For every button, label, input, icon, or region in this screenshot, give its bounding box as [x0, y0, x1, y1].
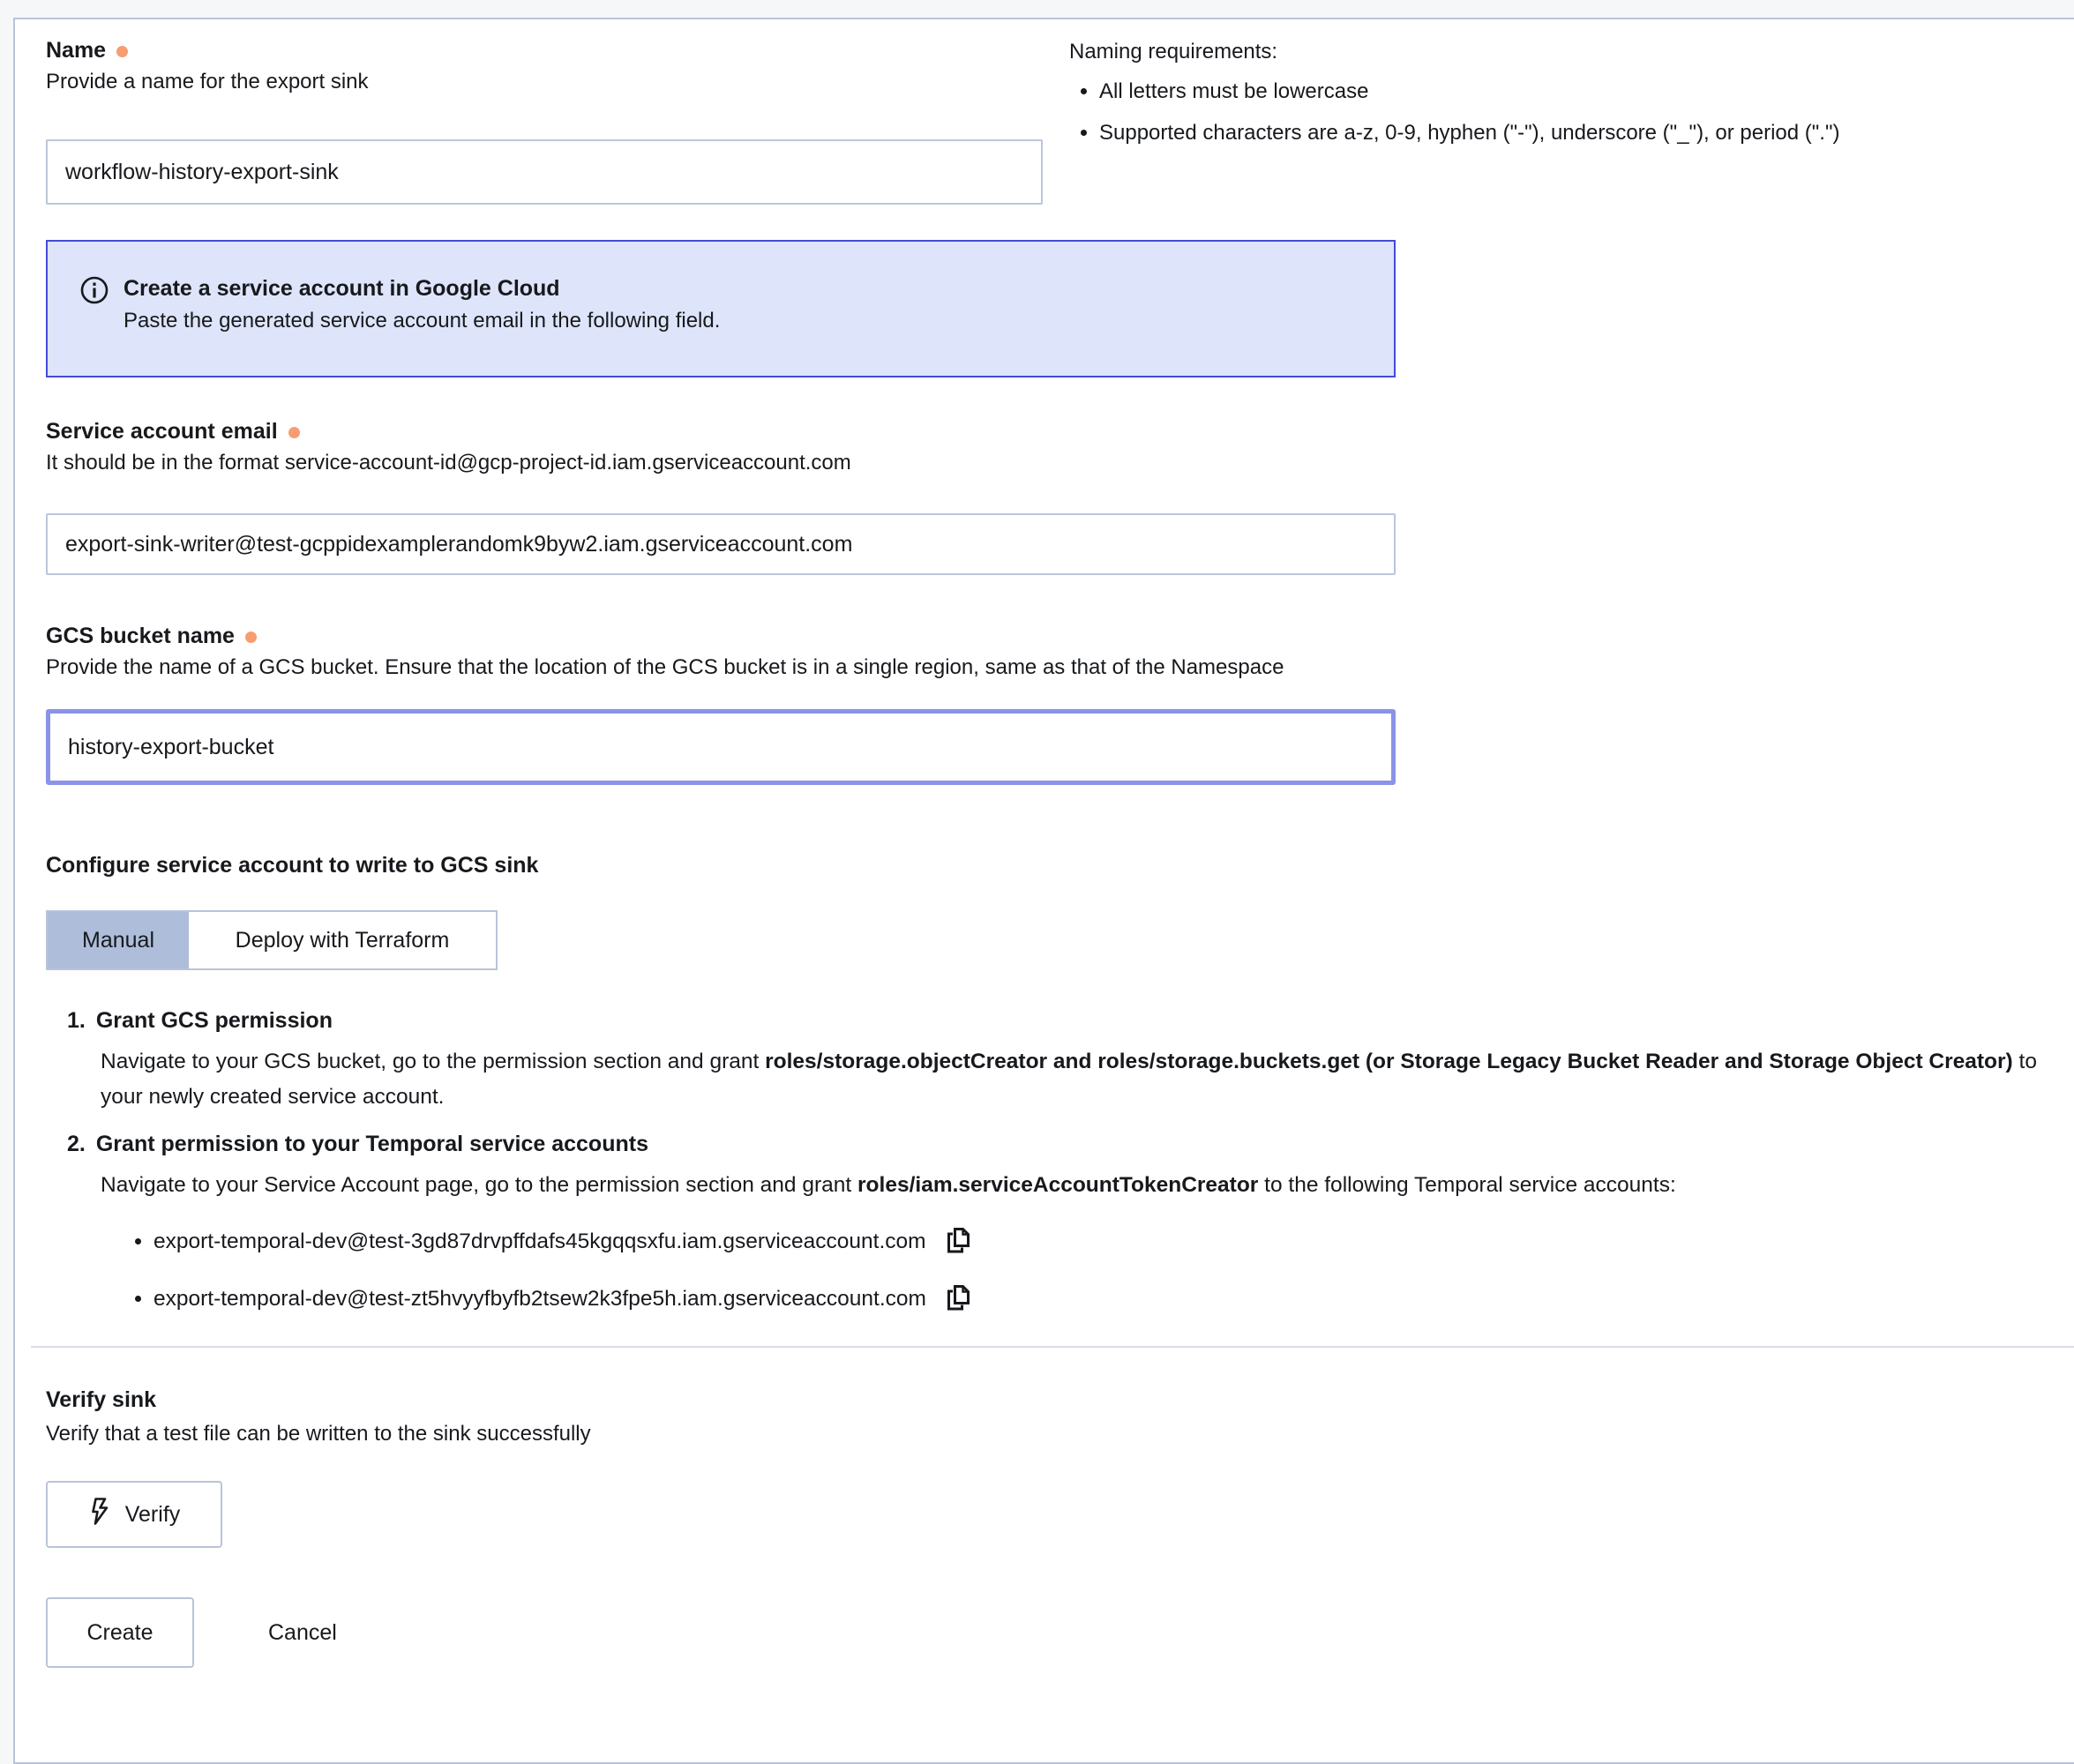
name-row [46, 37, 2074, 205]
create-button[interactable]: Create [46, 1597, 194, 1668]
configure-tabs [46, 910, 498, 970]
required-dot-icon [245, 632, 257, 643]
service-account-email-input[interactable] [46, 513, 1396, 575]
naming-requirement-item: • All letters must be lowercase [1099, 78, 2074, 105]
name-description: Provide a name for the export sink [46, 70, 369, 93]
copy-button[interactable] [946, 1283, 971, 1314]
service-account-label-row [46, 418, 2074, 445]
tab-deploy-terraform[interactable]: Deploy with Terraform [189, 912, 496, 968]
temporal-account-email: • export-temporal-dev@test-3gd87drvpffdafs45kgqqsxfu.iam.gserviceaccount.com [153, 1229, 926, 1253]
copy-button[interactable] [946, 1226, 971, 1257]
cancel-button[interactable]: Cancel [251, 1597, 355, 1668]
lightning-icon [88, 1497, 111, 1533]
tab-manual[interactable]: Manual [48, 912, 189, 968]
verify-description: Verify that a test file can be written to the sink successfully [46, 1422, 591, 1446]
temporal-account-item [153, 1283, 2074, 1314]
service-account-label: Service account email [46, 419, 278, 444]
naming-requirements [1069, 37, 2074, 161]
info-banner-title: Create a service account in Google Cloud [124, 276, 560, 301]
info-icon [79, 275, 109, 311]
required-dot-icon [116, 46, 128, 57]
info-banner-body: Paste the generated service account email in the following field. [124, 309, 721, 333]
temporal-accounts-list [46, 1226, 2074, 1314]
step-2-title-row [46, 1131, 2074, 1157]
bucket-label-row [46, 623, 2074, 649]
configure-heading: Configure service account to write to GCS sink [46, 853, 539, 878]
name-section [46, 37, 1043, 205]
name-input[interactable] [46, 139, 1043, 205]
copy-icon [946, 1226, 971, 1257]
bucket-label: GCS bucket name [46, 624, 235, 648]
step-2-body: Navigate to your Service Account page, go to the permission section and grant roles/iam.serviceAccountTokenCreator to the following Temporal service accounts: [101, 1173, 1676, 1197]
name-label: Name [46, 38, 107, 63]
verify-button[interactable] [46, 1481, 222, 1548]
naming-requirements-title: Naming requirements: [1069, 40, 1278, 64]
info-banner-text [124, 273, 720, 339]
verify-heading: Verify sink [46, 1387, 157, 1412]
bucket-name-input[interactable] [46, 709, 1396, 785]
step-2-title: Grant permission to your Temporal service accounts [95, 1132, 648, 1156]
temporal-account-email: • export-temporal-dev@test-zt5hvyyfbyfb2tsew2k3fpe5h.iam.gserviceaccount.com [153, 1286, 926, 1311]
name-label-row [46, 37, 1043, 64]
service-account-info-banner [46, 240, 1396, 377]
copy-icon [946, 1283, 971, 1314]
step-2-number: 2. [67, 1132, 86, 1156]
export-sink-form-panel [13, 18, 2074, 1764]
configure-steps [46, 1007, 2074, 1314]
section-divider [31, 1346, 2074, 1348]
step-1-number: 1. [67, 1008, 86, 1033]
service-account-description: It should be in the format service-account-id@gcp-project-id.iam.gserviceaccount.com [46, 451, 851, 475]
step-1-title-row [46, 1007, 2074, 1034]
form-content [15, 19, 2074, 1668]
naming-requirements-list [1069, 78, 2074, 146]
temporal-account-item [153, 1226, 2074, 1257]
actions-row [46, 1597, 2074, 1668]
verify-button-label: Verify [124, 1501, 181, 1527]
step-1-title: Grant GCS permission [95, 1008, 333, 1033]
bucket-description: Provide the name of a GCS bucket. Ensure that the location of the GCS bucket is in a single region, same as that of the Namespace [46, 655, 1284, 679]
naming-requirement-item: • Supported characters are a-z, 0-9, hyphen ("-"), underscore ("_"), or period (".") [1099, 119, 2074, 146]
step-1-body: Navigate to your GCS bucket, go to the permission section and grant roles/storage.objectCreator and roles/storage.buckets.get (or Storage Legacy Bucket Reader and Storage Object Creator) to your newly created service account. [101, 1050, 2037, 1109]
required-dot-icon [288, 427, 300, 438]
